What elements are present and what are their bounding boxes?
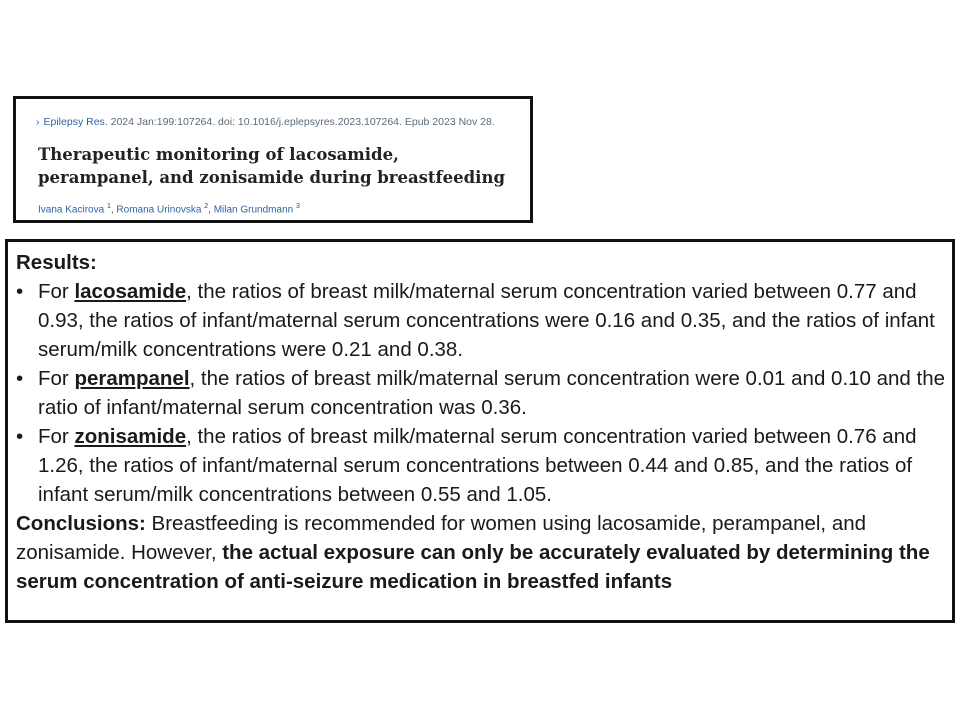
article-title: Therapeutic monitoring of lacosamide, perampanel, and zonisamide during breastfeeding bbox=[38, 145, 505, 187]
bullet-icon: • bbox=[16, 425, 24, 448]
result-text: , the ratios of breast milk/maternal serum concentration varied between 0.76 and 1.26, the ratios of infant/maternal serum concentrations between 0.44 and 0.85, and the ratios of infant serum/milk concentrations between 0.55 and 1.05. bbox=[38, 425, 917, 506]
citation-box bbox=[13, 96, 533, 223]
citation-details: 2024 Jan:199:107264. doi: 10.1016/j.eplepsyres.2023.107264. Epub 2023 Nov 28. bbox=[107, 116, 495, 128]
author-link[interactable]: Milan Grundmann bbox=[213, 204, 294, 216]
author-list: Ivana Kacirova $^1$, Romana Urinovska $^2$, Milan Grundmann $^3$ bbox=[38, 203, 300, 216]
results-text bbox=[16, 248, 946, 596]
results-list bbox=[16, 277, 946, 509]
bullet-icon: • bbox=[16, 280, 24, 303]
author-affiliation: 3 bbox=[295, 203, 300, 210]
author-affiliation: 1 bbox=[106, 203, 111, 210]
result-text: , the ratios of breast milk/maternal serum concentration were 0.01 and 0.10 and the ratio of infant/maternal serum concentration was 0.36. bbox=[38, 367, 946, 419]
author-link[interactable]: Ivana Kacirova bbox=[38, 204, 105, 216]
chevron-right-icon: › bbox=[36, 116, 40, 128]
author-link[interactable]: Romana Urinovska bbox=[116, 204, 202, 216]
list-item: • For perampanel, the ratios of breast milk/maternal serum concentration were 0.01 and 0.10 and the ratio of infant/maternal serum concentration was 0.36. bbox=[16, 364, 946, 422]
results-heading: Results: bbox=[16, 251, 97, 274]
bullet-icon: • bbox=[16, 367, 24, 390]
conclusions-paragraph bbox=[16, 509, 946, 596]
result-text: , the ratios of breast milk/maternal serum concentration varied between 0.77 and 0.93, the ratios of infant/maternal serum concentrations were 0.16 and 0.35, and the ratios of infant serum/milk concentrations were 0.21 and 0.38. bbox=[38, 280, 935, 361]
conclusions-emphasis: the actual exposure can only be accurately evaluated by determining the serum concentration of anti-seizure medication in breastfed infants bbox=[16, 541, 930, 593]
conclusions-label: Conclusions: bbox=[16, 512, 146, 535]
drug-name: zonisamide bbox=[74, 425, 187, 448]
list-item: • For lacosamide, the ratios of breast milk/maternal serum concentration varied between 0.77 and 0.93, the ratios of infant/maternal serum concentrations were 0.16 and 0.35, and the ratios of infant serum/milk concentrations were 0.21 and 0.38. bbox=[16, 277, 946, 364]
results-box bbox=[5, 239, 955, 623]
drug-name: perampanel bbox=[74, 367, 190, 390]
journal-link[interactable]: Epilepsy Res. bbox=[43, 116, 108, 128]
citation-line bbox=[36, 116, 495, 128]
conclusions-text: Breastfeeding is recommended for women using lacosamide, perampanel, and zonisamide. However, bbox=[16, 512, 867, 564]
drug-name: lacosamide bbox=[74, 280, 187, 303]
list-item: • For zonisamide, the ratios of breast milk/maternal serum concentration varied between 0.76 and 1.26, the ratios of infant/maternal serum concentrations between 0.44 and 0.85, and the ratios of infant serum/milk concentrations between 0.55 and 1.05. bbox=[16, 422, 946, 509]
author-affiliation: 2 bbox=[204, 203, 209, 210]
